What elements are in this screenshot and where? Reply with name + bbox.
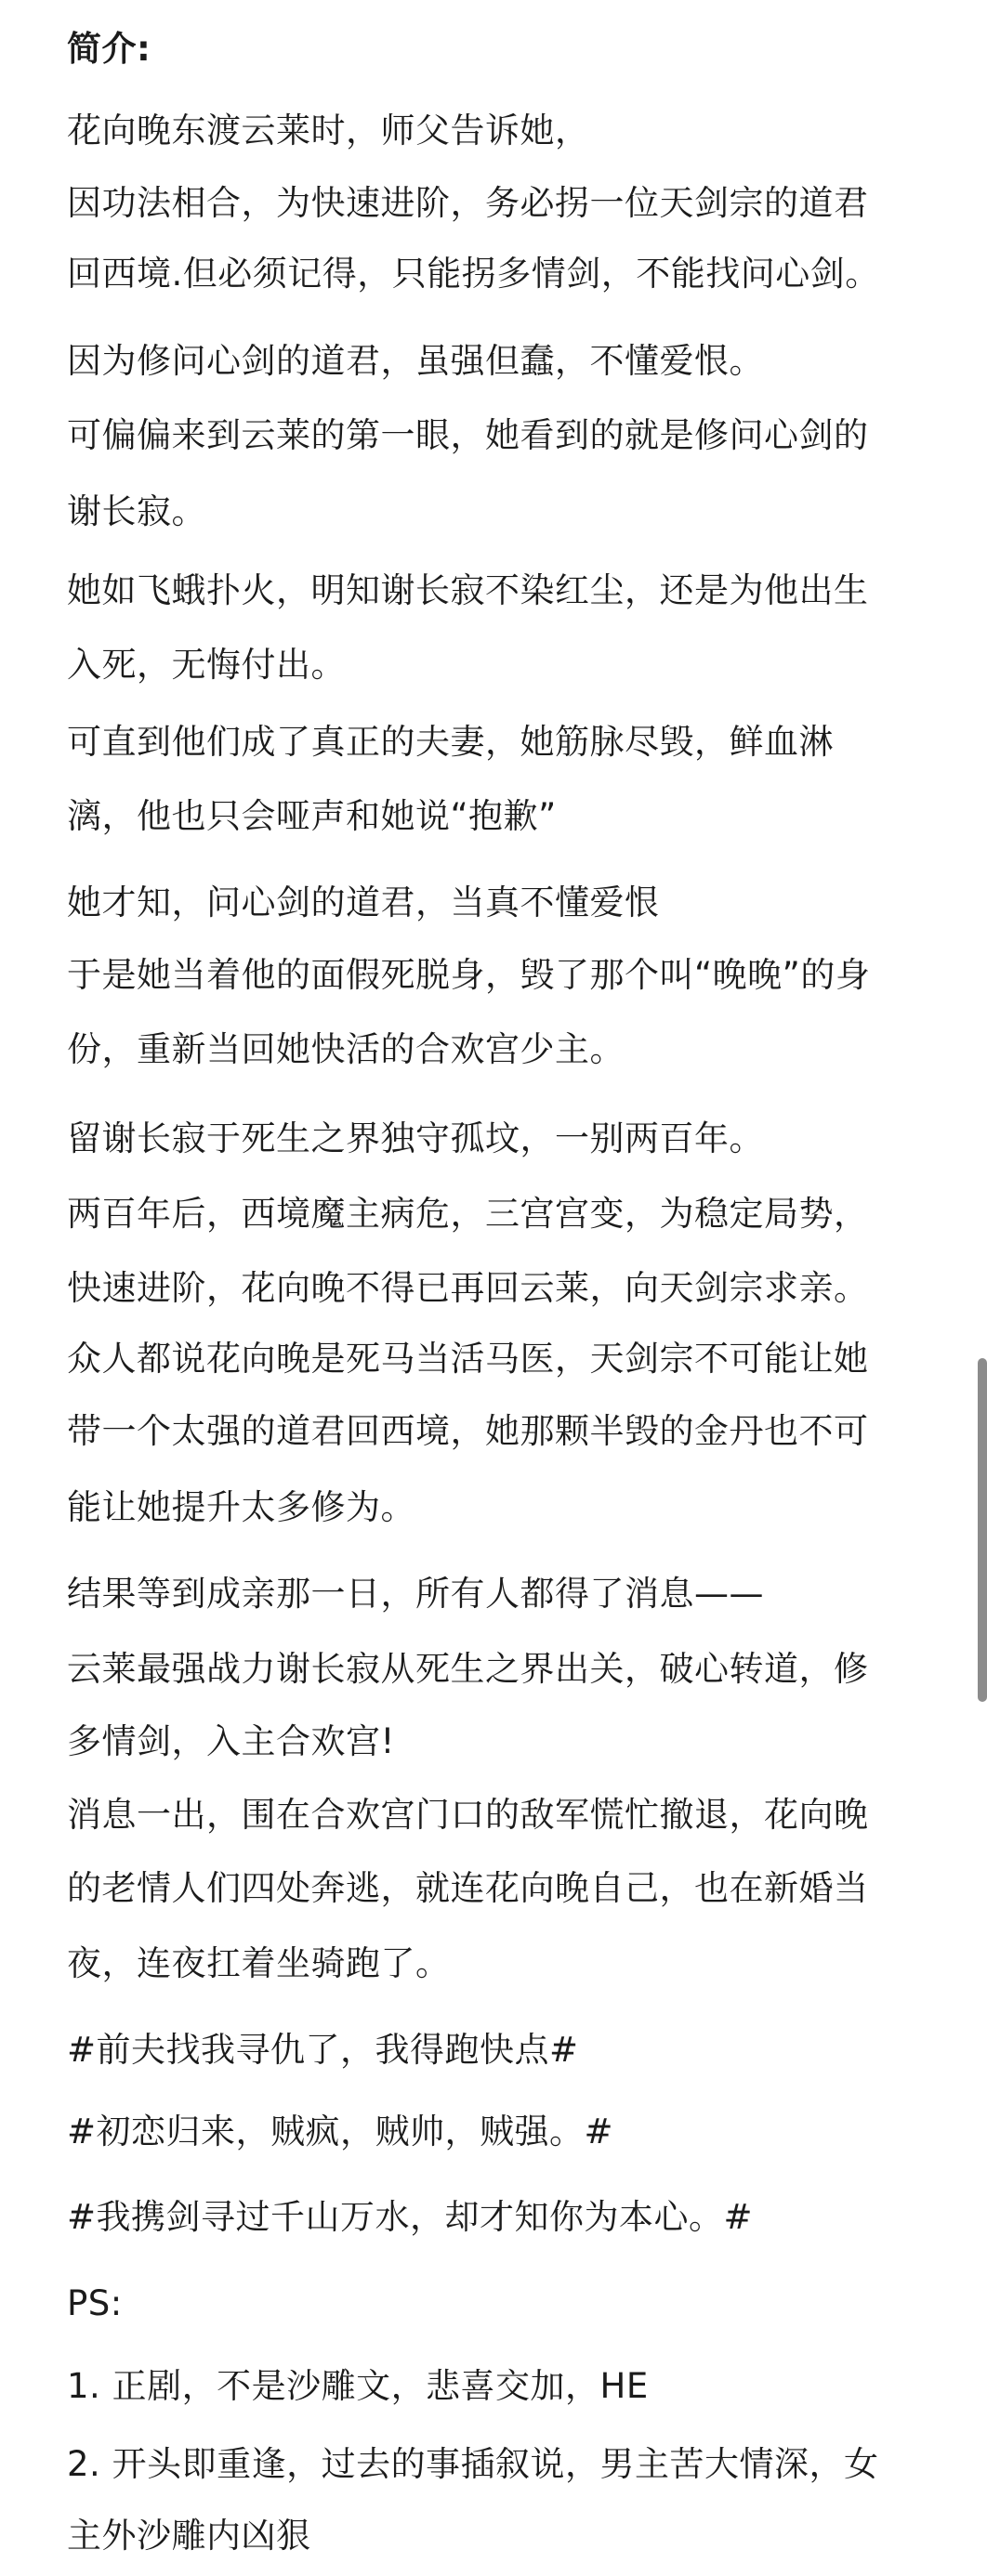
- text-line: 可直到他们成了真正的夫妻，她筋脉尽毁，鲜血淋: [67, 722, 834, 762]
- text-line: 的老情人们四处奔逃，就连花向晚自己，也在新婚当: [67, 1868, 869, 1908]
- text-line: 1. 正剧，不是沙雕文，悲喜交加，HE: [67, 2366, 649, 2406]
- scrollbar-thumb[interactable]: [978, 1358, 987, 1702]
- text-line: 于是她当着他的面假死脱身，毁了那个叫“晚晚”的身: [67, 955, 871, 995]
- text-line: 留谢长寂于死生之界独守孤坟，一别两百年。: [67, 1118, 764, 1158]
- text-line: 谢长寂。: [67, 491, 206, 531]
- text-line: 结果等到成亲那一日，所有人都得了消息——: [67, 1574, 764, 1614]
- text-line: 因功法相合，为快速进阶，务必拐一位天剑宗的道君: [67, 183, 869, 223]
- text-line: 多情剑，入主合欢宫!: [67, 1721, 395, 1761]
- text-line: 份，重新当回她快活的合欢宫少主。: [67, 1029, 625, 1069]
- text-line: #我携剑寻过千山万水，却才知你为本心。#: [67, 2197, 754, 2237]
- text-line: 能让她提升太多修为。: [67, 1487, 415, 1527]
- text-line: 主外沙雕内凶狠: [67, 2516, 311, 2556]
- text-line: 带一个太强的道君回西境，她那颗半毁的金丹也不可: [67, 1411, 869, 1451]
- text-line: 消息一出，围在合欢宫门口的敌军慌忙撤退，花向晚: [67, 1795, 869, 1835]
- text-line: 漓，他也只会哑声和她说“抱歉”: [67, 796, 557, 836]
- text-line: 入死，无悔付出。: [67, 645, 346, 685]
- text-line: 花向晚东渡云莱时，师父告诉她，: [67, 111, 590, 150]
- text-line: 快速进阶，花向晚不得已再回云莱，向天剑宗求亲。: [67, 1268, 869, 1308]
- text-line: 夜，连夜扛着坐骑跑了。: [67, 1943, 451, 1983]
- text-line: 回西境.但必须记得，只能拐多情剑，不能找问心剑。: [67, 254, 880, 294]
- text-line: #前夫找我寻仇了，我得跑快点#: [67, 2030, 579, 2070]
- text-line: 众人都说花向晚是死马当活马医，天剑宗不可能让她: [67, 1339, 869, 1379]
- text-line: 她才知，问心剑的道君，当真不懂爱恨: [67, 883, 660, 922]
- text-line: #初恋归来，贼疯，贼帅，贼强。#: [67, 2112, 614, 2151]
- text-line: PS:: [67, 2283, 123, 2323]
- text-line: 云莱最强战力谢长寂从死生之界出关，破心转道，修: [67, 1649, 869, 1689]
- page-title: 简介:: [67, 29, 151, 69]
- text-line: 她如飞蛾扑火，明知谢长寂不染红尘，还是为他出生: [67, 570, 869, 610]
- text-line: 可偏偏来到云莱的第一眼，她看到的就是修问心剑的: [67, 415, 869, 455]
- text-line: 2. 开头即重逢，过去的事插叙说，男主苦大情深，女: [67, 2444, 879, 2484]
- text-line: 因为修问心剑的道君，虽强但蠢，不懂爱恨。: [67, 341, 764, 381]
- text-line: 两百年后，西境魔主病危，三宫宫变，为稳定局势，: [67, 1194, 869, 1234]
